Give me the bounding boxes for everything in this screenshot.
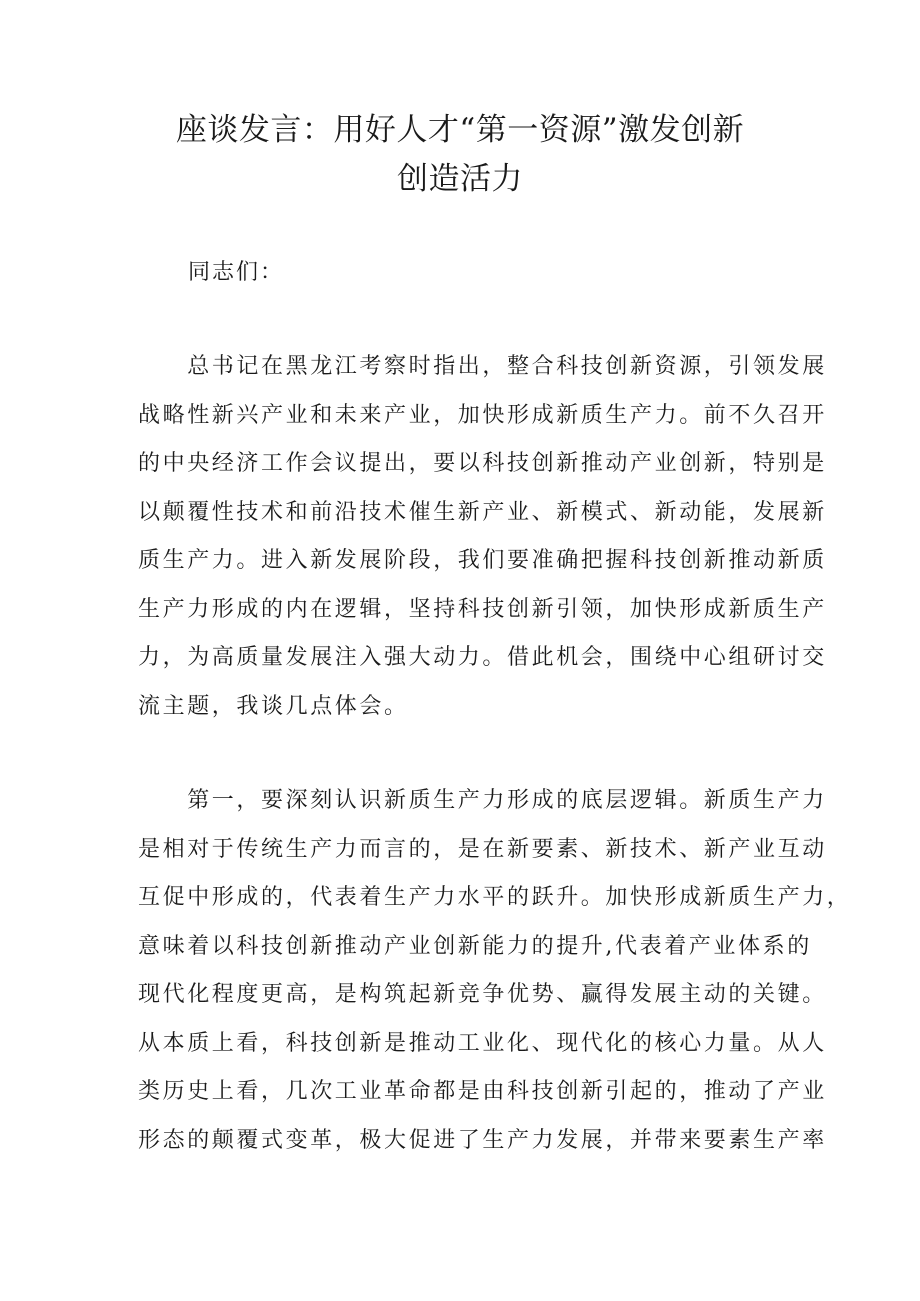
paragraph-line: 总书记在黑龙江考察时指出，整合科技创新资源，引领发展 xyxy=(138,354,827,379)
paragraph-line: 第一，要深刻认识新质生产力形成的底层逻辑。新质生产力 xyxy=(138,788,827,813)
paragraph-line: 类历史上看，几次工业革命都是由科技创新引起的，推动了产业 xyxy=(138,1079,827,1104)
greeting: 同志们： xyxy=(188,260,285,285)
paragraph-line: 质生产力。进入新发展阶段，我们要准确把握科技创新推动新质 xyxy=(138,548,827,573)
paragraph-line: 力，为高质量发展注入强大动力。借此机会，围绕中心组研讨交 xyxy=(138,645,827,670)
document-title-line-1: 座谈发言：用好人才“第一资源”激发创新 xyxy=(175,112,745,148)
paragraph-line: 意味着以科技创新推动产业创新能力的提升,代表着产业体系的 xyxy=(138,933,812,959)
paragraph-line: 是相对于传统生产力而言的，是在新要素、新技术、新产业互动 xyxy=(138,836,827,862)
paragraph-line: 互促中形成的，代表着生产力水平的跃升。加快形成新质生产力， xyxy=(138,885,852,910)
paragraph-line: 的中央经济工作会议提出，要以科技创新推动产业创新，特别是 xyxy=(138,451,827,476)
paragraph-line: 流主题，我谈几点体会。 xyxy=(138,693,409,719)
paragraph-line: 生产力形成的内在逻辑，坚持科技创新引领，加快形成新质生产 xyxy=(138,596,827,622)
document-title-line-2: 创造活力 xyxy=(397,161,523,197)
paragraph-line: 从本质上看，科技创新是推动工业化、现代化的核心力量。从人 xyxy=(138,1030,827,1056)
paragraph-line: 战略性新兴产业和未来产业，加快形成新质生产力。前不久召开 xyxy=(138,402,827,428)
paragraph-line: 以颠覆性技术和前沿技术催生新产业、新模式、新动能，发展新 xyxy=(138,499,827,525)
paragraph-line: 现代化程度更高，是构筑起新竞争优势、赢得发展主动的关键。 xyxy=(138,982,827,1007)
paragraph-line: 形态的颠覆式变革，极大促进了生产力发展，并带来要素生产率 xyxy=(138,1127,827,1153)
paragraph-1 xyxy=(138,343,827,731)
paragraph-2 xyxy=(138,777,852,1165)
